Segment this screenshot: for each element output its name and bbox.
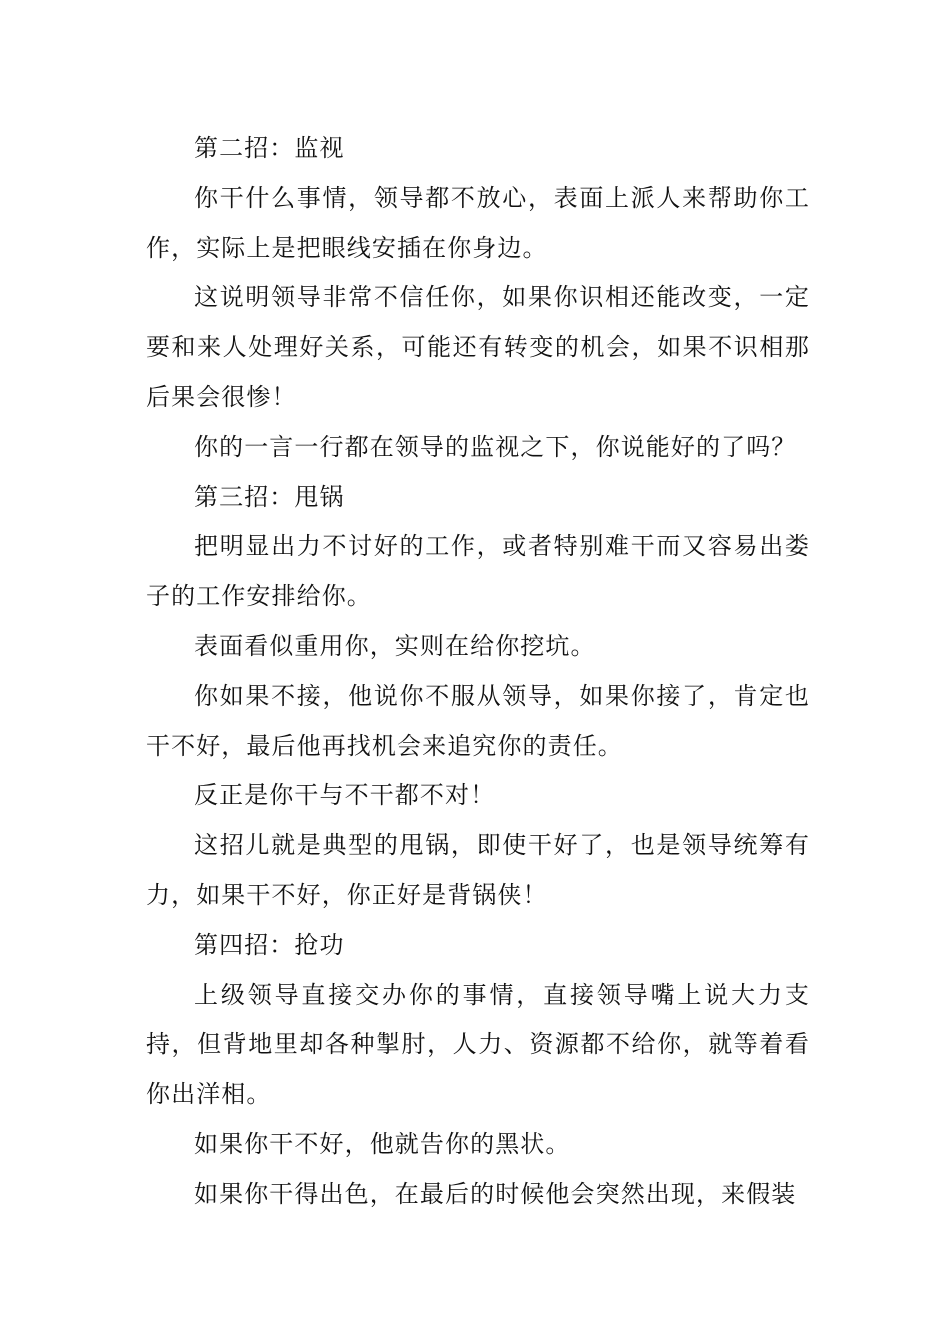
heading-tactic-3: 第三招：甩锅 (194, 482, 345, 511)
paragraph: 上级领导直接交办你的事情，直接领导嘴上说大力支持，但背地里却各种掣肘，人力、资源都不给你，就等着看你出洋相。 (146, 980, 810, 1109)
heading-tactic-2: 第二招：监视 (194, 134, 345, 162)
paragraph: 如果你干不好，他就告你的黑状。 (194, 1129, 571, 1158)
paragraph: 把明显出力不讨好的工作，或者特别难干而又容易出娄子的工作安排给你。 (146, 532, 810, 611)
paragraph: 这招儿就是典型的甩锅，即使干好了，也是领导统筹有力，如果干不好，你正好是背锅侠！ (146, 831, 810, 909)
paragraph: 反正是你干与不干都不对！ (194, 781, 496, 810)
paragraph: 表面看似重用你，实则在给你挖坑。 (194, 631, 596, 660)
paragraph: 如果你干得出色，在最后的时候他会突然出现，来假装 (194, 1179, 797, 1208)
document-page (146, 124, 810, 1220)
paragraph: 你的一言一行都在领导的监视之下，你说能好的了吗？ (194, 432, 797, 461)
paragraph: 这说明领导非常不信任你，如果你识相还能改变，一定要和来人处理好关系，可能还有转变的机会，如果不识相那后果会很惨！ (146, 283, 810, 411)
heading-tactic-4: 第四招：抢功 (194, 930, 345, 959)
paragraph: 你如果不接，他说你不服从领导，如果你接了，肯定也干不好，最后他再找机会来追究你的责任。 (146, 681, 810, 760)
paragraph: 你干什么事情，领导都不放心，表面上派人来帮助你工作，实际上是把眼线安插在你身边。 (146, 183, 810, 262)
